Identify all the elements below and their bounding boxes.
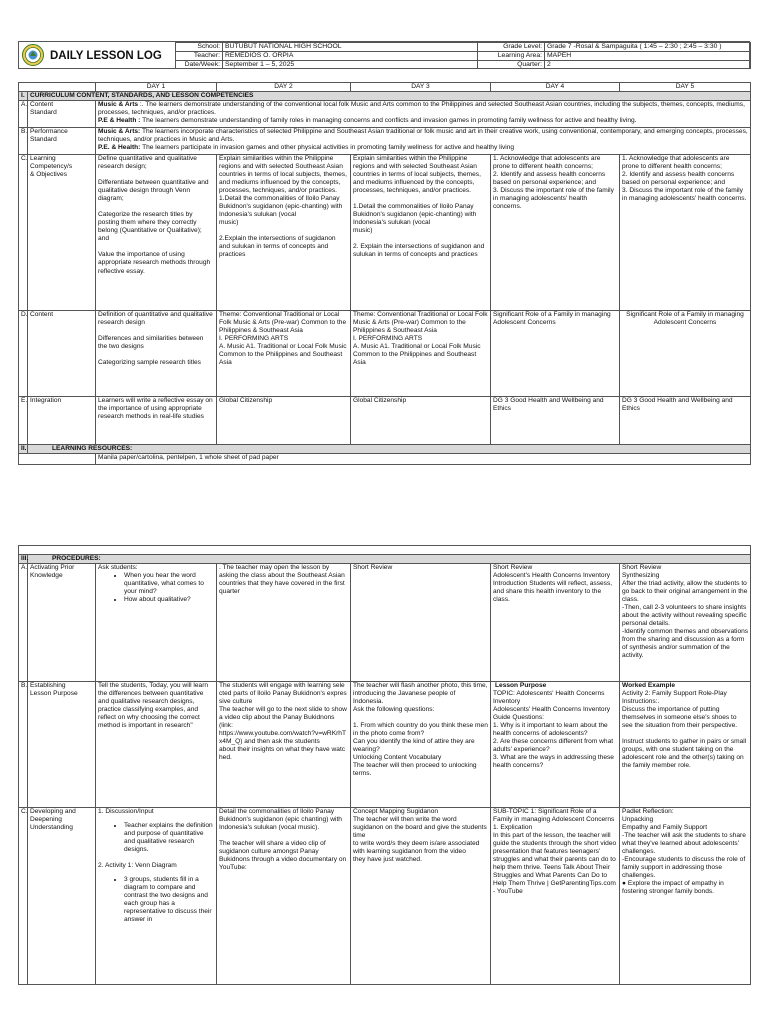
quarter-value: 2 xyxy=(545,60,751,69)
integration-day2: Global Citizenship xyxy=(217,397,351,445)
proc-c-number: C. xyxy=(19,808,28,985)
integration-day3: Global Citizenship xyxy=(351,397,491,445)
section-3-title: PROCEDURES: xyxy=(28,555,751,564)
grade-label: Grade Level: xyxy=(478,43,545,52)
music-arts-perf-label: Music & Arts: xyxy=(98,128,141,136)
deepening-day3: Concept Mapping Sugidanon The teacher will then write the word sugidanon on the board and give the students time to write word/s they deem is/are associated with learning sugidanon from the video they have just watched. xyxy=(351,808,491,985)
school-seal-logo xyxy=(22,44,44,66)
integration-day1: Learners will write a reflective essay on the importance of using appropriate research methods in real-life studies xyxy=(96,397,217,445)
discussion-title: 1. Discussion/Input xyxy=(98,808,154,816)
date-value: September 1 – 5, 2025 xyxy=(223,60,478,69)
content-standard-text xyxy=(96,101,751,128)
quarter-label: Quarter: xyxy=(478,60,545,69)
day-header-1: DAY 1 xyxy=(96,83,217,92)
content-day5: Significant Role of a Family in managing Adolescent Concerns xyxy=(620,311,751,397)
competency-label: Learning Competency/s & Objectives xyxy=(28,155,96,311)
venn-activity-bullet: • 3 groups, students fill in a diagram to compare and contrast the two designs and each group has a representative to discuss their answer in xyxy=(124,876,214,924)
day-header-4: DAY 4 xyxy=(491,83,620,92)
lesson-table-top xyxy=(18,82,751,465)
purpose-day5 xyxy=(620,682,751,808)
music-arts-perf-standard: The learners incorporate characteristics of selected Philippine and Southeast Asian traditional or folk music and art in their creative work, using conventional, contemporary, and emerging concepts, processes, techniques, and/or practices in Music and Arts. xyxy=(98,128,748,144)
proc-a-number: A. xyxy=(19,564,28,682)
activating-day2: . The teacher may open the lesson by asking the class about the Southeast Asian countries that they have covered in the first quarter xyxy=(217,564,351,682)
integration-day4: DG 3 Good Health and Wellbeing and Ethics xyxy=(491,397,620,445)
section-1-title: CURRICULUM CONTENT, STANDARDS, AND LESSON COMPETENCIES xyxy=(28,92,751,101)
pe-health-perf-standard: The learners participate in invasion games and other physical activities in promoting family wellness for active and healthy living xyxy=(140,144,515,152)
deepening-day2: Detail the commonalities of Iloilo Panay Bukidnon's sugidanon (epic chanting) with Indonesia's sulukan (vocal music). The teacher will share a video clip of sugidanon culture amongst Panay Bukidnons through a video documentary on YouTube: xyxy=(217,808,351,985)
area-value: MAPEH xyxy=(545,51,751,60)
discussion-bullet: • Teacher explains the definition and purpose of quantitative and qualitative research designs. xyxy=(124,822,214,854)
activating-question-2: • How about qualitative? xyxy=(124,596,214,604)
content-day3: Theme: Conventional Traditional or Local Folk Music & Arts (Pre-war) Common to the Philippines & Southeast Asia I. PERFORMING ARTS A. Music A1. Traditional or Local Folk Music Common to the Philippines and Southeast Asia xyxy=(351,311,491,397)
lesson-table-procedures xyxy=(18,545,751,985)
competency-day2: Explain similarities within the Philippine regions and with selected Southeast Asian countries in terms of local subjects, themes, and mediums influenced by the concepts, processes, techniques, and/or practices. 1.Detail the commonalities of Iloilo Panay Bukidnon's sugidanon (epic-chanting) with Indonesia's sulukan (vocal music) 2.Explain the intersections of sugidanon and sulukan in terms of concepts and practices xyxy=(217,155,351,311)
area-label: Learning Area: xyxy=(478,51,545,60)
content-label: Content xyxy=(28,311,96,397)
deepening-day4: SUB-TOPIC 1: Significant Role of a Family in managing Adolescent Concerns 1. Explication In this part of the lesson, the teacher will guide the students through the short video presentation that features teenagers' struggles and what their parents can do to help them thrive. Teens Talk About Their Struggles and What Parents Can Do to Help Them Thrive | GetParentingTips.com - YouTube xyxy=(491,808,620,985)
date-label: Date/Week: xyxy=(176,60,223,69)
activating-day5: Short Review Synthesizing After the triad activity, allow the students to go back to their original arrangement in the class. -Then, call 2-3 volunteers to share insights about the activity without revealing specific personal details. -Identify common themes and observations from the sharing and discussion as a form of synthesis and/or summation of the activity. xyxy=(620,564,751,682)
performance-standard-text xyxy=(96,128,751,155)
competency-day5: 1. Acknowledge that adolescents are prone to different health concerns; 2. Identify and assess health concerns based on personal experience; and 3. Discuss the important role of the family in managing adolescents' health concerns. xyxy=(620,155,751,311)
section-3-number: III. xyxy=(19,555,28,564)
content-day1: Definition of quantitative and qualitative research design Differences and similarities between the two designs Categorizing sample research titles xyxy=(96,311,217,397)
proc-b-number: B. xyxy=(19,682,28,808)
activating-label: Activating Prior Knowledge xyxy=(28,564,96,682)
deepening-label: Developing and Deepening Understanding xyxy=(28,808,96,985)
row-a-number: A. xyxy=(19,101,28,128)
school-label: School: xyxy=(176,43,223,52)
row-b-number: B. xyxy=(19,128,28,155)
teacher-label: Teacher: xyxy=(176,51,223,60)
activating-day3: Short Review xyxy=(351,564,491,682)
deepening-day5: Padlet Reflection: Unpacking Empathy and Family Support -The teacher will ask the students to share what they've learned about adolescents' challenges. -Encourage students to discuss the role of family support in addressing those challenges. ● Explore the impact of empathy in fostering stronger family bonds. xyxy=(620,808,751,985)
activating-day4: Short Review Adolescent's Health Concerns Inventory Introduction Students will reflect, assess, and share this health inventory to the class. xyxy=(491,564,620,682)
pe-health-perf-label: P.E. & Health: xyxy=(98,144,141,152)
day-header-2: DAY 2 xyxy=(217,83,351,92)
integration-day5: DG 3 Good Health and Wellbeing and Ethics xyxy=(620,397,751,445)
day-header-5: DAY 5 xyxy=(620,83,751,92)
section-2-title: LEARNING RESOURCES: xyxy=(28,445,751,454)
section-2-number: II. xyxy=(19,445,28,454)
performance-standard-label: Performance Standard xyxy=(28,128,96,155)
pe-health-label: P.E & Health : xyxy=(98,117,141,125)
lesson-purpose-text: TOPIC: Adolescents' Health Concerns Inventory Adolescents' Health Concerns Inventory Guide Questions: 1. Why is it important to learn about the health concerns of adolescents? 2. Are these concerns different from what adults' experience? 3. What are the ways in addressing these health concerns? xyxy=(493,690,614,770)
competency-day1: Define quantitative and qualitative research design; Differentiate between quantitative and qualitative design through Venn diagram; Categorize the research titles by posting them where they correctly belong (Quantitative or Qualitative); and Value the importance of using appropriate research methods through reflective essay. xyxy=(96,155,217,311)
lesson-purpose-title: Lesson Purpose xyxy=(495,682,547,690)
worked-example-text: Activity 2: Family Support Role-Play Instructions:. Discuss the importance of putting themselves in someone else's shoes to see the situation from their perspective. Instruct students to gather in pairs or small groups, with one student taking on the adolescent role and the other(s) taking on the family member role. xyxy=(622,690,747,770)
header-info-table xyxy=(175,42,751,69)
grade-value: Grade 7 -Rosal & Sampaguita ( 1:45 – 2:30 ; 2:45 – 3:30 ) xyxy=(545,43,751,52)
deepening-day1 xyxy=(96,808,217,985)
content-day2: Theme: Conventional Traditional or Local Folk Music & Arts (Pre-war) Common to the Philippines & Southeast Asia I. PERFORMING ARTS A. Music A1. Traditional or Local Folk Music Common to the Philippines and Southeast Asia xyxy=(217,311,351,397)
activating-day1 xyxy=(96,564,217,682)
school-value: BUTUBUT NATIONAL HIGH SCHOOL xyxy=(223,43,478,52)
worked-example-title: Worked Example xyxy=(622,682,676,690)
purpose-day2: The students will engage with learning selected parts of Iloilo Panay Bukidnon's expressive culture The teacher will go to the next slide to show a video clip about the Panay Bukidnons (link: https://www.youtube.com/watch?v=wRKrhTx4M_Q) and then ask the students about their insights on what they have watched. xyxy=(217,682,351,808)
section-1-number: I. xyxy=(19,92,28,101)
teacher-value: REMEDIOS O. ORPIA xyxy=(223,51,478,60)
page-title: DAILY LESSON LOG xyxy=(50,50,162,62)
row-d-number: D. xyxy=(19,311,28,397)
activating-question-1: • When you hear the word quantitative, what comes to your mind? xyxy=(124,572,214,596)
row-e-number: E. xyxy=(19,397,28,445)
day-header-3: DAY 3 xyxy=(351,83,491,92)
content-standard-label: Content Standard xyxy=(28,101,96,128)
competency-day3: Explain similarities within the Philippine regions and with selected Southeast Asian countries in terms of local subjects, themes, and mediums influenced by the concepts, processes, techniques, and/or practices. 1.Detail the commonalities of Iloilo Panay Bukidnon's sugidanon (epic-chanting) with Indonesia's sulukan (vocal music) 2. Explain the intersections of sugidanon and sulukan in terms of concepts and practices xyxy=(351,155,491,311)
music-arts-label: Music & Arts xyxy=(98,101,139,109)
content-day4: Significant Role of a Family in managing Adolescent Concerns xyxy=(491,311,620,397)
row-c-number: C. xyxy=(19,155,28,311)
pe-health-standard: The learners demonstrate understanding of family roles in managing concerns and conflicts and invasion games in promoting family wellness for active and healthy living. xyxy=(140,117,637,125)
purpose-label: Establishing Lesson Purpose xyxy=(28,682,96,808)
music-arts-standard: :. The learners demonstrate understanding of the conventional local folk Music and Arts common to the Philippines and selected Southeast Asian countries, including the subjects, themes, concepts, mediums, processes, techniques, and/or practices. xyxy=(98,101,745,117)
purpose-day4 xyxy=(491,682,620,808)
purpose-day3: The teacher will flash another photo, this time, introducing the Javanese people of Indonesia. Ask the following questions: 1. From which country do you think these men in the photo come from? Can you identify the kind of attire they are wearing? Unlocking Content Vocabulary The teacher will then proceed to unlocking terms. xyxy=(351,682,491,808)
purpose-day1: Tell the students, Today, you will learn the differences between quantitative and qualitative research designs, practice classifying examples, and reflect on why choosing the correct method is important in research" xyxy=(96,682,217,808)
competency-day4: 1. Acknowledge that adolescents are prone to different health concerns; 2. Identify and assess health concerns based on personal experience; and 3. Discuss the important role of the family in managing adolescents' health concerns. xyxy=(491,155,620,311)
venn-activity-title: 2. Activity 1: Venn Diagram xyxy=(98,862,177,870)
integration-label: Integration xyxy=(28,397,96,445)
materials-text: Manila paper/cartolina, pentelpen, 1 whole sheet of pad paper xyxy=(96,454,751,465)
activating-day1-intro: Ask students: xyxy=(98,564,138,572)
